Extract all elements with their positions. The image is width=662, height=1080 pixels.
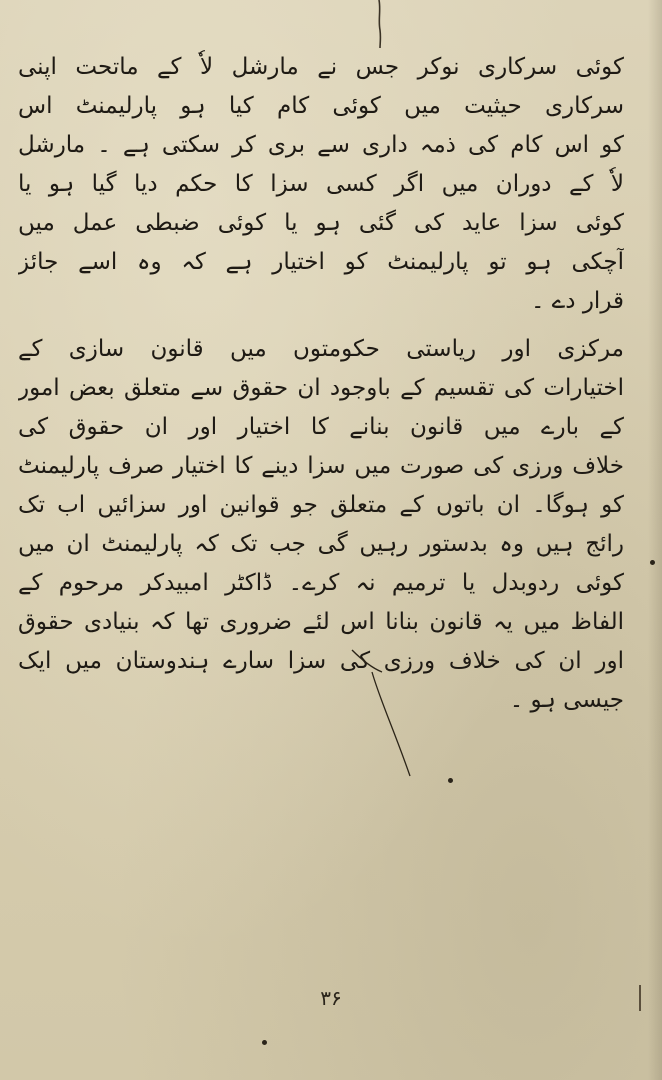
ink-dot bbox=[448, 778, 453, 783]
text-line: کو ہوگا۔ ان باتوں کے متعلق جو قوانین اور سزائیں اب تک bbox=[18, 492, 624, 518]
text-line: رائج ہیں وہ بدستور رہیں گی جب تک کہ پارلیمنٹ ان میں bbox=[18, 531, 624, 557]
text-line: لاٗ کے دوران میں اگر کسی سزا کا حکم دیا گیا ہو یا bbox=[18, 171, 624, 197]
paragraph-1 bbox=[18, 48, 624, 321]
text-line: جیسی ہو ۔ bbox=[509, 687, 624, 713]
text-line: مرکزی اور ریاستی حکومتوں میں قانون سازی کے bbox=[18, 336, 624, 362]
text-line: الفاظ میں یہ قانون بنانا اس لئے ضروری تھا کہ بنیادی حقوق bbox=[18, 609, 624, 635]
ink-dot bbox=[262, 1040, 267, 1045]
text-line: کوئی سزا عاید کی گئی ہو یا کوئی ضبطی عمل میں bbox=[18, 210, 624, 236]
paper-crease-mark bbox=[374, 0, 386, 48]
page-edge-shadow bbox=[648, 0, 662, 1080]
text-line: اختیارات کی تقسیم کے باوجود ان حقوق سے متعلق بعض امور bbox=[18, 375, 624, 401]
text-line: کوئی ردوبدل یا ترمیم نہ کرے۔ ڈاکٹر امبیدکر مرحوم کے bbox=[18, 570, 624, 596]
text-line: آچکی ہو تو پارلیمنٹ کو اختیار ہے کہ وہ اسے جائز bbox=[18, 249, 624, 275]
text-line: کے بارے میں قانون بنانے کا اختیار اور ان حقوق کی bbox=[18, 414, 624, 440]
ink-dot bbox=[650, 560, 655, 565]
text-line: قرار دے ۔ bbox=[531, 288, 624, 314]
text-line: سرکاری حیثیت میں کوئی کام کیا ہو پارلیمنٹ اس bbox=[18, 93, 624, 119]
page-number: ۳۶ bbox=[320, 986, 342, 1010]
text-line: خلاف ورزی کی صورت میں سزا دینے کا اختیار صرف پارلیمنٹ bbox=[18, 453, 624, 479]
paragraph-2 bbox=[18, 330, 624, 720]
text-line: اور ان کی خلاف ورزی کی سزا سارے ہندوستان میں ایک bbox=[18, 648, 624, 674]
text-line: کو اس کام کی ذمہ داری سے بری کر سکتی ہے ۔ مارشل bbox=[18, 132, 624, 158]
text-line: کوئی سرکاری نوکر جس نے مارشل لاٗ کے ماتحت اپنی bbox=[18, 54, 624, 80]
